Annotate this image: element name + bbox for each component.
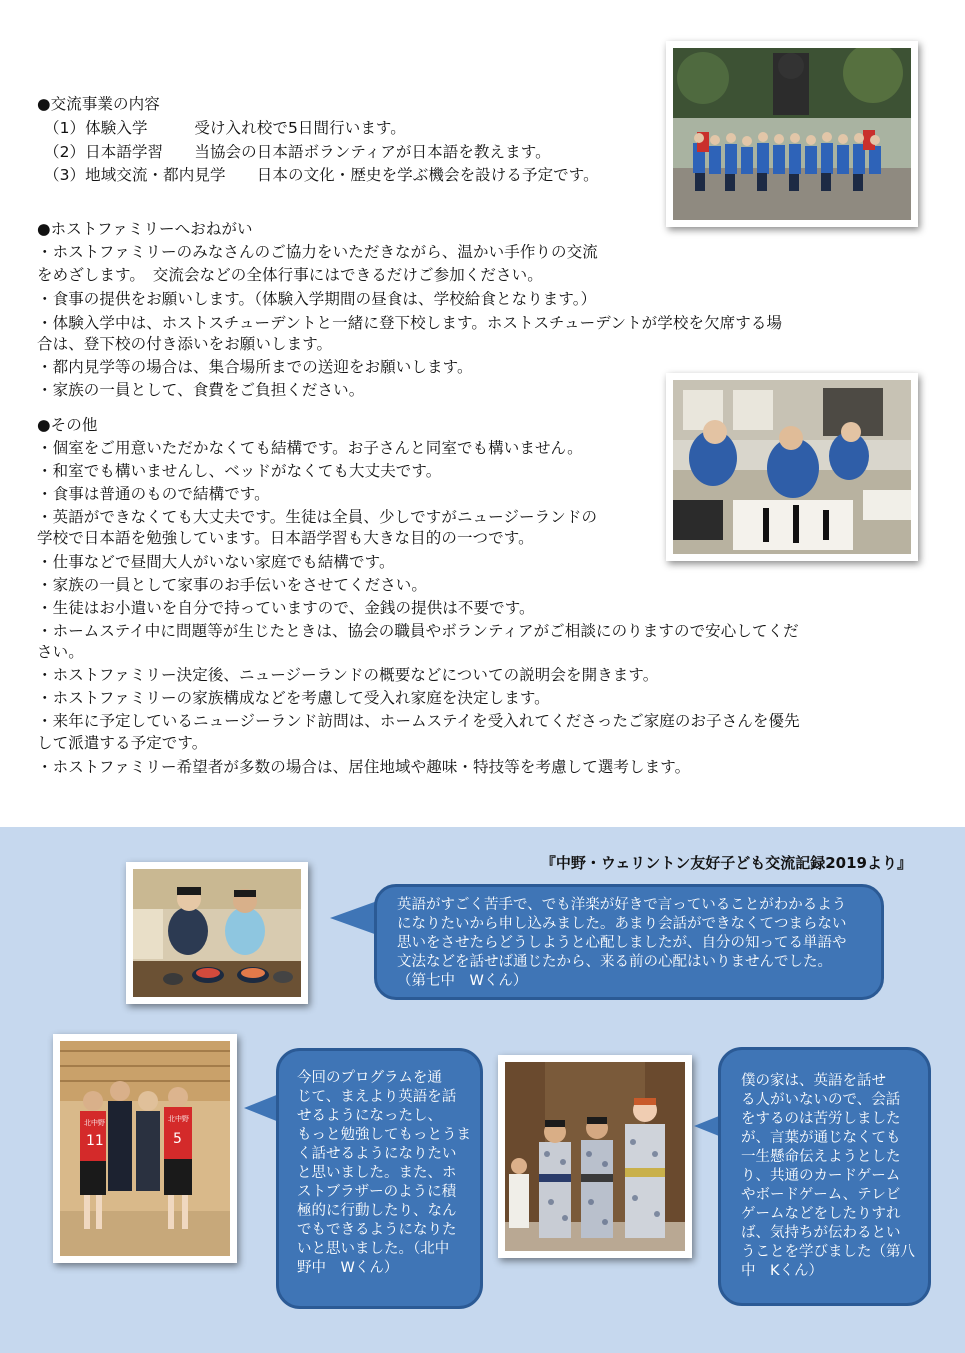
other-line: して派遣する予定です。 [37, 734, 208, 752]
jersey-number-right: 5 [173, 1131, 182, 1147]
host-line: ・家族の一員として、食費をご負担ください。 [37, 381, 365, 399]
exchange-title: ●交流事業の内容 [37, 95, 160, 113]
other-line: ・ホストファミリーの家族構成などを考慮して受入れ家庭を決定します。 [37, 689, 550, 707]
host-line: 合は、登下校の付き添いをお願いします。 [37, 335, 333, 353]
host-line: ・体験入学中は、ホストスチューデントと一緒に登下校します。ホストスチューデントが学校を欠席する場 [37, 314, 783, 332]
other-line: ・生徒はお小遣いを自分で持っていますので、金銭の提供は不要です。 [37, 599, 535, 617]
yukata-photo [498, 1055, 692, 1258]
other-line: 学校で日本語を勉強しています。日本語学習も大きな目的の一つです。 [37, 529, 534, 547]
source-caption: 『中野・ウェリントン友好子ども交流記録2019より』 [540, 854, 912, 872]
host-line: をめざします。 交流会などの全体行事にはできるだけご参加ください。 [37, 266, 543, 284]
bubble-tail-1 [330, 900, 380, 936]
basketball-photo [53, 1034, 237, 1263]
other-line: ・和室でも構いませんし、ベッドがなくても大丈夫です。 [37, 462, 442, 480]
exchange-item-2: （2）日本語学習 当協会の日本語ボランティアが日本語を教えます。 [44, 143, 551, 161]
jersey-number-left: 11 [86, 1133, 104, 1149]
other-line: ・食事は普通のもので結構です。 [37, 485, 270, 503]
other-title: ●その他 [37, 416, 98, 434]
other-line: ・仕事などで昼間大人がいない家庭でも結構です。 [37, 553, 395, 571]
other-line: ・ホームステイ中に問題等が生じたときは、協会の職員やボランティアがご相談にのりますので安心してくだ [37, 622, 799, 640]
jersey-text-left: 北中野 [84, 1119, 105, 1127]
exchange-item-1: （1）体験入学 受け入れ校で5日間行います。 [44, 119, 406, 137]
exchange-item-3: （3）地域交流・都内見学 日本の文化・歴史を学ぶ機会を設ける予定です。 [44, 166, 599, 184]
testimonial-text-1: 英語がすごく苦手で、でも洋楽が好きで言っていることがわかるよう になりたいから申し込みました。あまり会話ができなくてつまらない 思いをさせたらどうしようと心配しましたが、自分の知ってる単語や 文法などを話せば通じたから、来る前の心配はいりませんでした。 （第七中 Wくん） [397, 897, 847, 989]
testimonial-bubble-1 [374, 884, 884, 1000]
host-line: ・都内見学等の場合は、集合場所までの送迎をお願いします。 [37, 358, 473, 376]
testimonial-bubble-2 [276, 1048, 483, 1309]
other-line: ・来年に予定しているニュージーランド訪問は、ホームステイを受入れてくださったご家庭のお子さんを優先 [37, 712, 800, 730]
testimonial-text-3: 僕の家は、英語を話せ る人がいないので、会話 をするのは苦労しました が、言葉が通じなくても 一生懸命伝えようとした り、共通のカードゲーム やボードゲーム、テレビ ゲームなどをしたりすれ ば、気持ちが伝わるとい うことを学びました（第八 中 Kくん） [741, 1073, 915, 1279]
host-line: ・食事の提供をお願いします。（体験入学期間の昼食は、学校給食となります。） [37, 290, 597, 308]
testimonial-bubble-3 [718, 1047, 931, 1306]
host-line: ・ホストファミリーのみなさんのご協力をいただきながら、温かい手作りの交流 [37, 243, 598, 261]
other-line: さい。 [37, 643, 84, 661]
other-line: ・個室をご用意いただかなくても結構です。お子さんと同室でも構いません。 [37, 439, 583, 457]
jersey-text-right: 北中野 [168, 1115, 189, 1123]
other-line: ・ホストファミリー希望者が多数の場合は、居住地域や趣味・特技等を考慮して選考します。 [37, 758, 691, 776]
group-photo-statue [666, 41, 918, 227]
other-line: ・家族の一員として家事のお手伝いをさせてください。 [37, 576, 428, 594]
testimonial-text-2: 今回のプログラムを通 じて、まえより英語を話 せるようになったし、 もっと勉強してもっとうま く話せるようになりたい と思いました。また、ホ ストブラザーのように積 極的に行動したり、なん でもできるようになりた いと思いました。（北中 野中 Wくん） [297, 1070, 471, 1276]
calligraphy-class-photo [666, 373, 918, 561]
host-title: ●ホストファミリーへおねがい [37, 220, 253, 238]
other-line: ・英語ができなくても大丈夫です。生徒は全員、少しですがニュージーランドの [37, 508, 598, 526]
other-line: ・ホストファミリー決定後、ニュージーランドの概要などについての説明会を開きます。 [37, 666, 659, 684]
dinner-photo [126, 862, 308, 1004]
